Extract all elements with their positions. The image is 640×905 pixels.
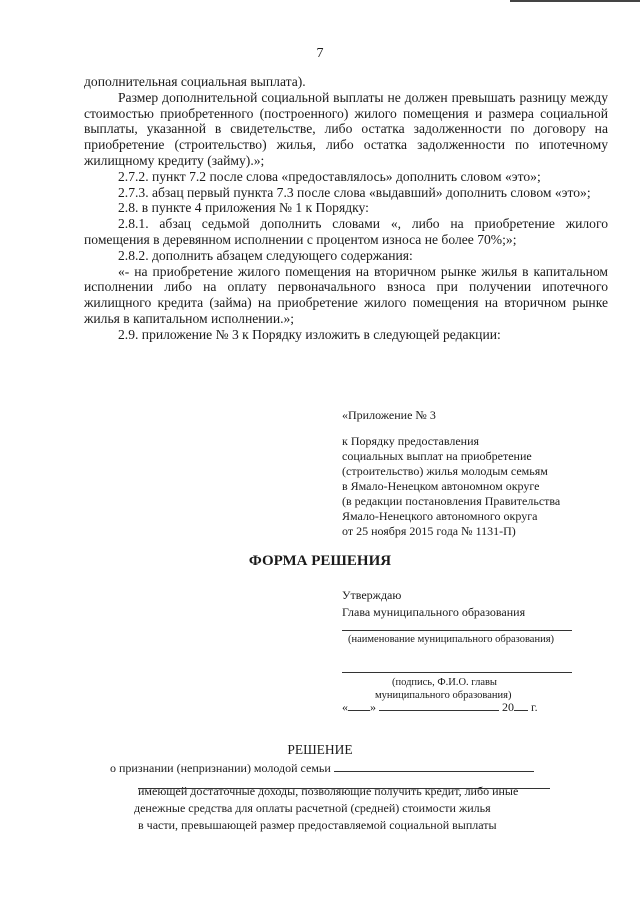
date-quote-open: « — [342, 700, 348, 714]
paragraph-2-9: 2.9. приложение № 3 к Порядку изложить в следующей редакции: — [118, 326, 501, 342]
sign-caption-2: муниципального образования) — [375, 690, 512, 701]
sign-caption-1: (подпись, Ф.И.О. главы — [392, 677, 497, 688]
year-suffix: г. — [531, 700, 538, 714]
paragraph-continuation: дополнительная социальная выплата). — [84, 74, 306, 89]
appendix-line: (в редакции постановления Правительства — [342, 494, 561, 508]
decision-title: РЕШЕНИЕ — [287, 742, 353, 757]
paragraph-2-7-3: 2.7.3. абзац первый пункта 7.3 после слова «выдавший» дополнить словом «это»; — [118, 184, 591, 200]
appendix-line: (строительство) жилья молодым семьям — [342, 464, 548, 478]
decision-line-1-text: о признании (непризнании) молодой семьи — [110, 761, 331, 775]
head-label: Глава муниципального образования — [342, 605, 526, 619]
day-blank — [348, 700, 370, 711]
decision-line-3-text: денежные средства для оплаты расчетной (средней) стоимости жилья — [134, 801, 491, 815]
signature-line — [342, 672, 572, 673]
date-quote-close: » — [370, 700, 376, 714]
decision-line-4-text: в части, превышающей размер предоставляемой социальной выплаты — [138, 818, 497, 832]
approve-label: Утверждаю — [342, 588, 402, 602]
family-name-blank — [334, 761, 534, 772]
paragraph-2-8-2: 2.8.2. дополнить абзацем следующего содержания: — [118, 247, 413, 263]
year-prefix: 20 — [502, 700, 514, 714]
appendix-line: к Порядку предоставления — [342, 434, 480, 448]
page-number: 7 — [316, 46, 324, 61]
year-blank — [514, 700, 528, 711]
paragraph-2-8: 2.8. в пункте 4 приложения № 1 к Порядку: — [118, 200, 369, 216]
muni-caption: (наименование муниципального образования) — [348, 634, 555, 645]
appendix-line: Ямало-Ненецкого автономного округа — [342, 509, 538, 523]
date-line — [342, 700, 538, 715]
paragraph-quote: «- на приобретение жилого помещения на вторичном рынке жилья в капитальном исполнении либо на оплату первоначального взноса при получении ипотечного жилищного кредита (займа) на приобретение жилого помещения на вторичном рынке жилья в капитальном исполнении.»; — [84, 263, 608, 326]
appendix-line: в Ямало-Ненецком автономном округе — [342, 479, 540, 493]
appendix-block — [342, 408, 602, 539]
decision-line-1 — [110, 760, 534, 776]
appendix-line: от 25 ноября 2015 года № 1131-П) — [342, 524, 516, 538]
appendix-heading: «Приложение № 3 — [342, 408, 436, 422]
paragraph-2-8-1: 2.8.1. абзац седьмой дополнить словами «, либо на приобретение жилого помещения в деревянном исполнении с процентом износа не более 70%;»; — [84, 216, 608, 247]
appendix-line: социальных выплат на приобретение — [342, 449, 532, 463]
form-title: ФОРМА РЕШЕНИЯ — [248, 553, 392, 569]
scan-edge-line — [510, 0, 640, 2]
decision-line-2-text: имеющей достаточные доходы, позволяющие получить кредит, либо иные — [138, 784, 519, 798]
muni-name-line — [342, 630, 572, 631]
paragraph-2-7-2: 2.7.2. пункт 7.2 после слова «предоставлялось» дополнить словом «это»; — [118, 168, 541, 184]
paragraph-additional-payment: Размер дополнительной социальной выплаты не должен превышать разницу между стоимостью приобретенного (построенного) жилого помещения и размера социальной выплаты, указанной в свидетельстве, либо остатка задолженности по договору на приобретение (строительство) жилья, либо остатка задолженности по ипотечному жилищному кредиту (займу).»; — [84, 89, 608, 168]
body-text — [84, 74, 608, 343]
month-blank — [379, 700, 499, 711]
